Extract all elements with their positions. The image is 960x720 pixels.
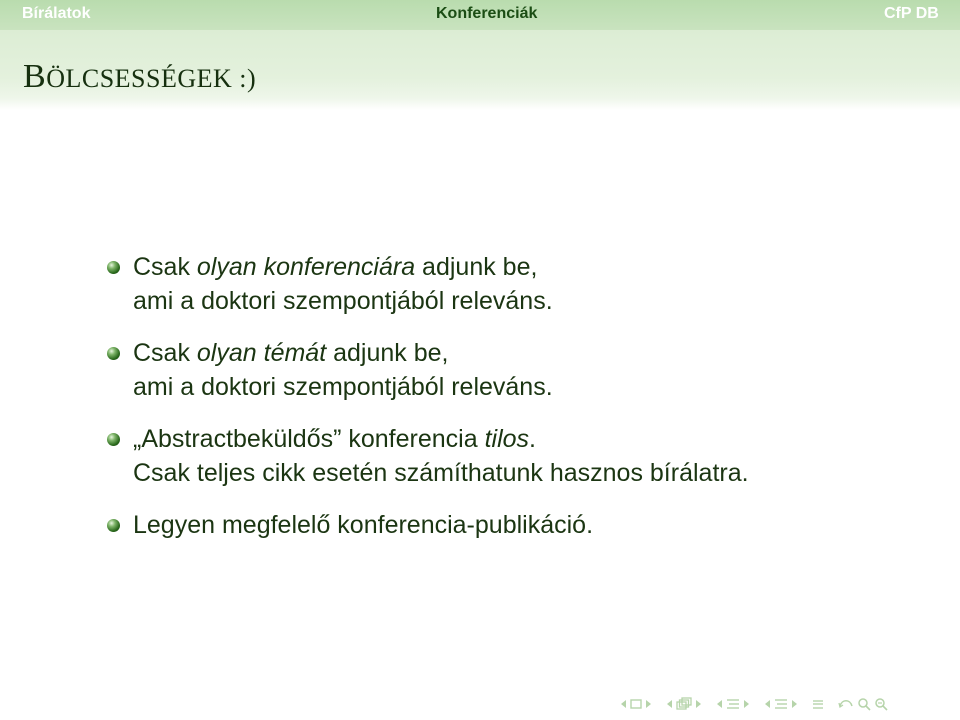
frame-next-icon[interactable] — [695, 699, 702, 709]
bullet-ball-icon — [107, 347, 120, 360]
search-icon[interactable] — [857, 697, 871, 711]
subsection-icon[interactable] — [726, 698, 740, 710]
frame-title — [23, 58, 256, 96]
bullet-line — [133, 336, 942, 370]
slide-next-icon[interactable] — [645, 699, 652, 709]
bullet-line: ami a doktori szempontjából releváns. — [133, 287, 553, 315]
bullet-emphasis: tilos — [484, 425, 530, 453]
bullet-line — [133, 422, 942, 456]
slide-prev-icon[interactable] — [620, 699, 627, 709]
bullet-text: . — [529, 425, 536, 453]
subsection-prev-icon[interactable] — [716, 699, 723, 709]
bullet-text: „Abstractbeküldős” konferencia — [133, 425, 485, 453]
beamer-navigation-symbols — [620, 694, 888, 714]
slide-icon[interactable] — [630, 699, 642, 709]
bullet-ball-icon — [107, 261, 120, 274]
bullet-line — [133, 508, 942, 542]
bullet-item — [102, 336, 942, 404]
frame-prev-icon[interactable] — [666, 699, 673, 709]
bullet-line — [133, 250, 942, 284]
frame-title-rest: ÖLCSESSÉGEK :) — [46, 64, 257, 93]
align-icon[interactable] — [812, 698, 824, 710]
bullet-line: Csak teljes cikk esetén számíthatunk hasznos bírálatra. — [133, 459, 749, 487]
bullet-item — [102, 422, 942, 490]
back-icon[interactable] — [838, 698, 854, 710]
bullet-text: Csak — [133, 253, 197, 281]
headline-tab-konferenciak[interactable]: Konferenciák — [436, 5, 538, 22]
bullet-text: adjunk be, — [326, 339, 449, 367]
bullet-text: Legyen megfelelő konferencia-publikáció. — [133, 511, 594, 539]
bullet-text: adjunk be, — [415, 253, 538, 281]
bullet-item — [102, 508, 942, 542]
bullet-emphasis: olyan konferenciára — [196, 253, 416, 281]
frame-title-initial: B — [23, 58, 47, 95]
headline-nav-bar — [0, 0, 960, 30]
frame-icon[interactable] — [676, 697, 692, 711]
bullet-line: ami a doktori szempontjából releváns. — [133, 373, 553, 401]
section-next-icon[interactable] — [791, 699, 798, 709]
bullet-emphasis: olyan témát — [196, 339, 327, 367]
bullet-list — [102, 250, 942, 542]
section-icon[interactable] — [774, 698, 788, 710]
section-prev-icon[interactable] — [764, 699, 771, 709]
bullet-ball-icon — [107, 433, 120, 446]
subsection-next-icon[interactable] — [743, 699, 750, 709]
headline-tab-cfp-db[interactable]: CfP DB — [884, 5, 939, 22]
bullet-ball-icon — [107, 519, 120, 532]
bullet-item — [102, 250, 942, 318]
zoom-icon[interactable] — [874, 697, 888, 711]
headline-tab-birasatok[interactable]: Bírálatok — [22, 5, 91, 22]
bullet-text: Csak — [133, 339, 197, 367]
